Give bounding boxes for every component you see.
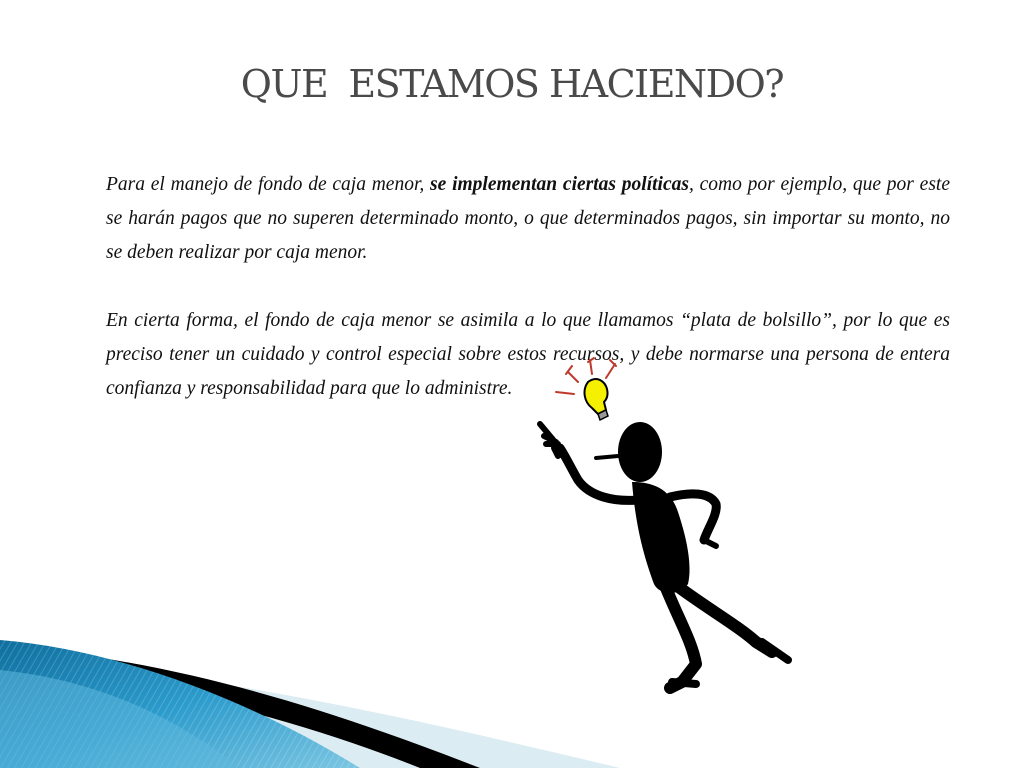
paragraph-1-intro: Para el manejo de fondo de caja menor,: [106, 174, 431, 195]
slide-title: QUE ESTAMOS HACIENDO?: [240, 62, 784, 106]
lightbulb-idea-icon: [585, 379, 608, 420]
paragraph-1-rest: , como por ejemplo, que por este se harán pagos que no superen determinado monto, o que determinados pagos, sin importar su monto, no se deben realizar por caja menor.: [106, 174, 950, 263]
paragraph-1: [106, 168, 950, 270]
paragraph-2: En cierta forma, el fondo de caja menor se asimila a lo que llamamos “plata de bolsillo”, por lo que es preciso tener un cuidado y control especial sobre estos recursos, y debe normarse una persona de entera confianza y responsabilidad para que lo administre.: [106, 310, 950, 399]
decorative-swoosh: [0, 600, 1024, 768]
paragraph-1-emphasis: se implementan ciertas políticas: [430, 174, 689, 195]
figure-head: [618, 422, 662, 482]
